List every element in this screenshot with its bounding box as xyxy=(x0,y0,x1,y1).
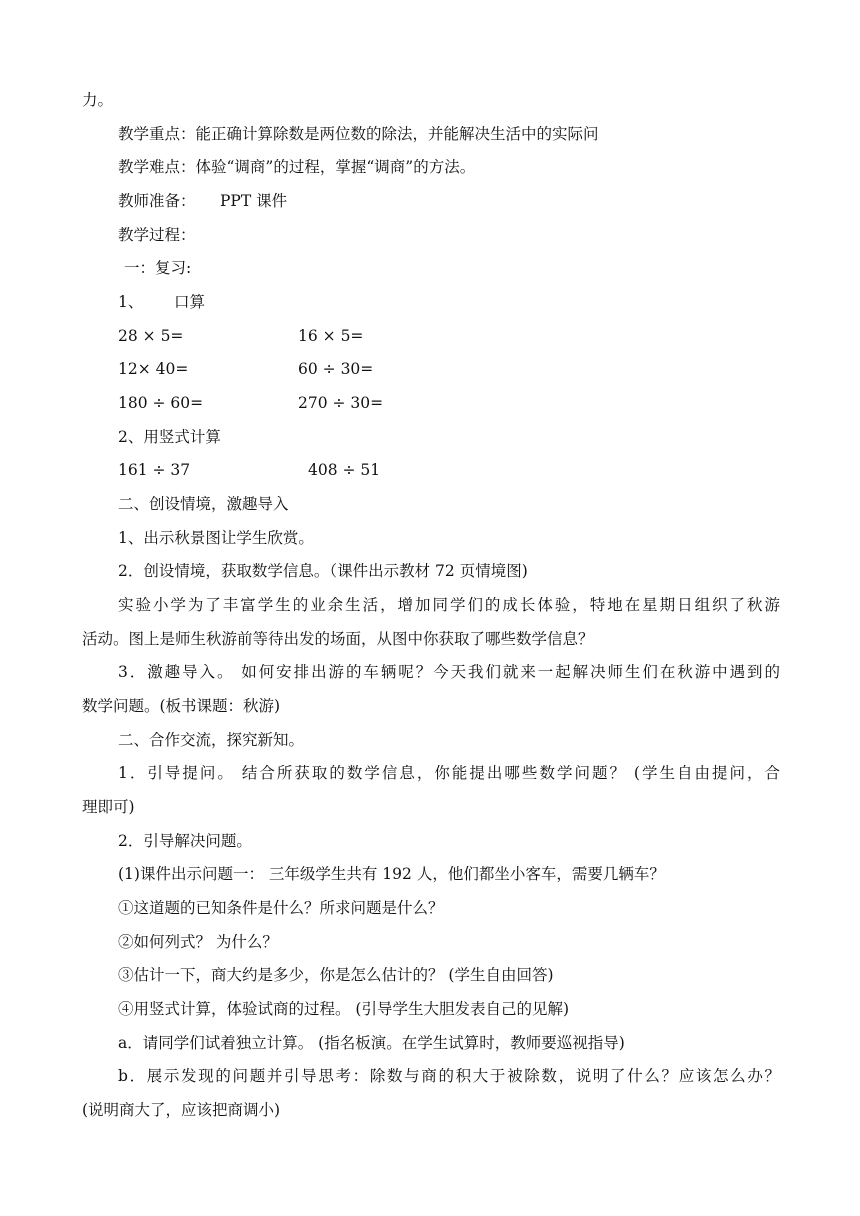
text-line: 教学难点：体验“调商”的过程，掌握“调商”的方法。 xyxy=(118,158,476,176)
text-line: 二、合作交流，探究新知。 xyxy=(118,731,305,749)
text-line: 60 ÷ 30= xyxy=(298,360,374,378)
text-line: ④用竖式计算，体验试商的过程。 (引导学生大胆发表自己的见解) xyxy=(118,1000,570,1018)
text-line: (说明商大了，应该把商调小) xyxy=(82,1101,281,1119)
text-line: 数学问题。(板书课题：秋游) xyxy=(82,697,281,715)
text-line: 一：复习: xyxy=(124,259,192,277)
text-line: 1、 xyxy=(118,293,144,311)
text-line: 二、创设情境，激趣导入 xyxy=(118,495,289,513)
text-line: 1、出示秋景图让学生欣赏。 xyxy=(118,529,314,547)
text-line: 口算 xyxy=(174,293,206,311)
text-line: a．请同学们试着独立计算。 (指名板演。在学生试算时，教师要巡视指导) xyxy=(118,1034,625,1052)
text-line: 16 × 5= xyxy=(298,327,364,345)
text-line: 2、用竖式计算 xyxy=(118,428,221,446)
text-line: (1)课件出示问题一： 三年级学生共有 192 人，他们都坐小客车，需要几辆车？ xyxy=(118,865,665,883)
text-line: 教学重点：能正确计算除数是两位数的除法，并能解决生活中的实际问 xyxy=(118,125,599,143)
text-line: 教学过程： xyxy=(118,226,196,244)
text-line: 理即可) xyxy=(82,798,135,816)
text-line: 180 ÷ 60= xyxy=(118,394,204,412)
text-line: 28 × 5= xyxy=(118,327,184,345)
text-line: 2．创设情境，获取数学信息。（课件出示教材 72 页情境图) xyxy=(118,562,528,580)
text-line: ②如何列式？ 为什么？ xyxy=(118,933,278,951)
text-line: 活动。图上是师生秋游前等待出发的场面，从图中你获取了哪些数学信息？ xyxy=(82,630,594,648)
text-line: 12× 40= xyxy=(118,360,189,378)
text-line: 3．激趣导入。 如何安排出游的车辆呢？今天我们就来一起解决师生们在秋游中遇到的 xyxy=(118,663,780,681)
text-line: 实验小学为了丰富学生的业余生活，增加同学们的成长体验，特地在星期日组织了秋游 xyxy=(118,596,780,614)
text-line: 161 ÷ 37 xyxy=(118,461,191,479)
text-line: ③估计一下，商大约是多少，你是怎么估计的？ (学生自由回答) xyxy=(118,966,554,984)
text-line: 教师准备： xyxy=(118,192,196,210)
text-line: 力。 xyxy=(82,91,114,109)
text-line: b．展示发现的问题并引导思考：除数与商的积大于被除数，说明了什么？应该怎么办？ xyxy=(118,1067,780,1085)
text-line: 2．引导解决问题。 xyxy=(118,832,252,850)
text-line: 270 ÷ 30= xyxy=(298,394,384,412)
text-line: PPT 课件 xyxy=(220,192,288,210)
text-line: 408 ÷ 51 xyxy=(308,461,381,479)
text-line: ①这道题的已知条件是什么？所求问题是什么？ xyxy=(118,899,444,917)
text-line: 1．引导提问。 结合所获取的数学信息，你能提出哪些数学问题？ (学生自由提问，合 xyxy=(118,764,780,782)
